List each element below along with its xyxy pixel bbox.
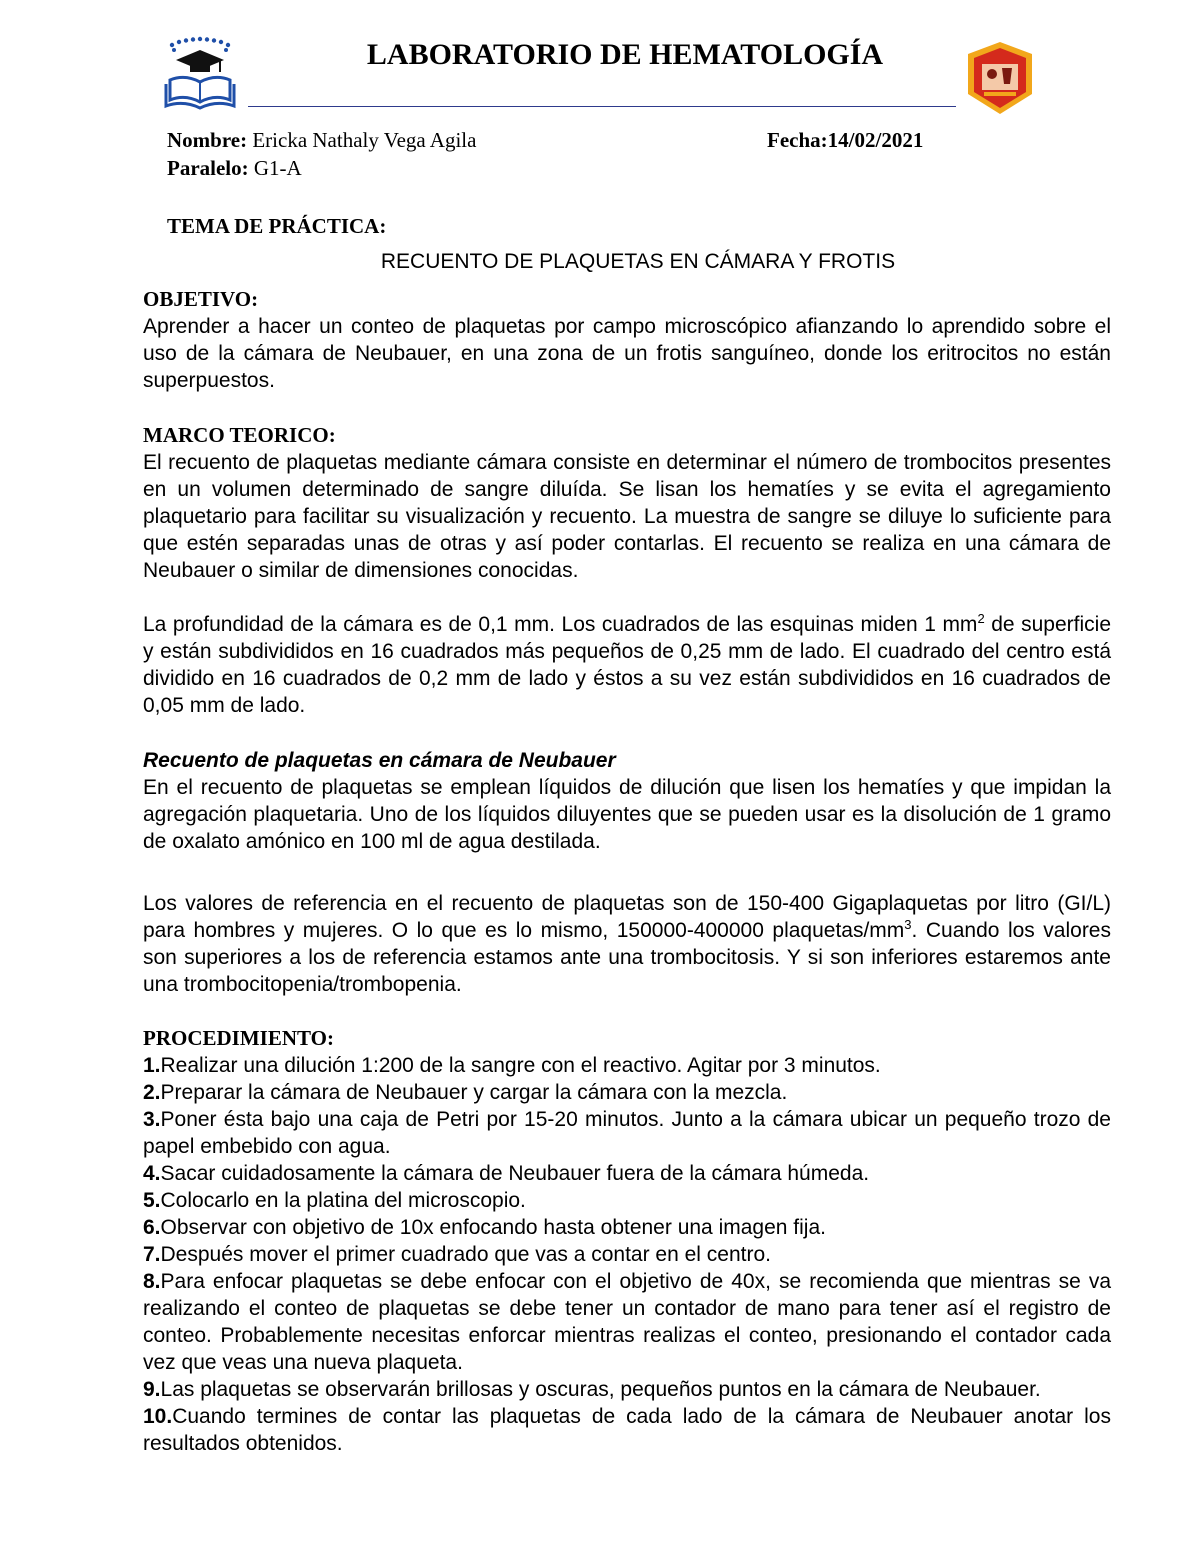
procedure-step: 6.Observar con objetivo de 10x enfocando hasta obtener una imagen fija. <box>143 1216 826 1239</box>
name-value: Ericka Nathaly Vega Agila <box>252 128 477 152</box>
date-label: Fecha: <box>767 128 828 152</box>
procedure-step: 1.Realizar una dilución 1:200 de la sangre con el reactivo. Agitar por 3 minutos. <box>143 1054 881 1077</box>
procedure-step: 4.Sacar cuidadosamente la cámara de Neubauer fuera de la cámara húmeda. <box>143 1162 870 1185</box>
procedure-step: 7.Después mover el primer cuadrado que vas a contar en el centro. <box>143 1243 772 1266</box>
topic-label: TEMA DE PRÁCTICA: <box>167 214 387 238</box>
procedure-step: 10.Cuando termines de contar las plaquetas de cada lado de la cámara de Neubauer anotar los resultados obtenidos. <box>143 1405 1111 1455</box>
theory-section <box>143 422 1111 584</box>
procedure-section <box>143 1025 1111 1457</box>
procedure-step: 2.Preparar la cámara de Neubauer y cargar la cámara con la mezcla. <box>143 1081 788 1104</box>
neubauer-section <box>143 747 1111 855</box>
theory-heading: MARCO TEORICO: <box>143 423 336 447</box>
name-label: Nombre: <box>167 128 248 152</box>
procedure-heading: PROCEDIMIENTO: <box>143 1026 334 1050</box>
group-value: G1-A <box>253 156 302 180</box>
student-name-line <box>167 128 476 153</box>
header-divider <box>248 106 956 107</box>
theory-paragraph-1: El recuento de plaquetas mediante cámara consiste en determinar el número de trombocitos presentes en un volumen determinado de sangre diluída. Se lisan los hematíes y se evita el agregamiento plaquetario para facilitar su visualización y recuento. La muestra de sangre se diluye lo suficiente para que estén separadas unas de otras y así poder contarlas. El recuento se realiza en una cámara de Neubauer o similar de dimensiones conocidas. <box>143 451 1111 582</box>
group-label: Paralelo: <box>167 156 249 180</box>
procedure-steps <box>143 1052 1111 1457</box>
chamber-text-a: La profundidad de la cámara es de 0,1 mm. Los cuadrados de las esquinas miden 1 mm <box>143 613 978 636</box>
procedure-step: 5.Colocarlo en la platina del microscopio. <box>143 1189 526 1212</box>
faculty-shield-icon <box>964 40 1036 116</box>
neubauer-subheading: Recuento de plaquetas en cámara de Neubauer <box>143 749 616 772</box>
date-line <box>767 128 923 153</box>
reference-superscript: 3 <box>904 917 912 932</box>
chamber-superscript: 2 <box>977 611 985 626</box>
chamber-text-b: de superficie y están subdivididos en 16 cuadrados más pequeños de 0,25 mm de lado. El cuadrado del centro está dividido en 16 cuadrados de 0,2 mm de lado y éstos a su vez están subdivididos en 16 cuadrados de 0,05 mm de lado. <box>143 613 1112 717</box>
date-value: 14/02/2021 <box>827 128 924 152</box>
procedure-step: 3.Poner ésta bajo una caja de Petri por 15-20 minutos. Junto a la cámara ubicar un pequeño trozo de papel embebido con agua. <box>143 1108 1111 1158</box>
procedure-step: 8.Para enfocar plaquetas se debe enfocar con el objetivo de 40x, se recomienda que mientras se va realizando el conteo de plaquetas se debe tener un contador de mano para tener así el registro de conteo. Probablemente necesitas enforcar mientras realizas el conteo, presionando el contador cada vez que veas una nueva plaqueta. <box>143 1270 1111 1374</box>
topic-title: RECUENTO DE PLAQUETAS EN CÁMARA Y FROTIS <box>380 250 896 273</box>
university-logo-icon <box>160 34 240 114</box>
objective-text: Aprender a hacer un conteo de plaquetas por campo microscópico afianzando lo aprendido sobre el uso de la cámara de Neubauer, en una zona de un frotis sanguíneo, donde los eritrocitos no están superpuestos. <box>143 315 1111 392</box>
group-line <box>167 156 302 181</box>
reference-text-a: Los valores de referencia en el recuento de plaquetas son de 150-400 Gigaplaquetas por litro (GI/L) para hombres y mujeres. O lo que es lo mismo, 150000-400000 plaquetas/mm <box>143 892 1111 942</box>
theory-paragraph-2 <box>143 611 1111 719</box>
objective-heading: OBJETIVO: <box>143 287 259 311</box>
objective-section <box>143 286 1111 394</box>
neubauer-paragraph: En el recuento de plaquetas se emplean líquidos de dilución que lisen los hematíes y que impidan la agregación plaquetaria. Uno de los líquidos diluyentes que se pueden usar es la disolución de 1 gramo de oxalato amónico en 100 ml de agua destilada. <box>143 776 1111 853</box>
procedure-step: 9.Las plaquetas se observarán brillosas y oscuras, pequeños puntos en la cámara de Neubauer. <box>143 1378 1041 1401</box>
page-title: LABORATORIO DE HEMATOLOGÍA <box>366 38 884 71</box>
reference-text-b: . Cuando los valores son superiores a los de referencia estamos ante una trombocitosis. Y si son inferiores estaremos ante una trombocitopenia/trombopenia. <box>143 919 1111 996</box>
reference-values-paragraph <box>143 890 1111 998</box>
